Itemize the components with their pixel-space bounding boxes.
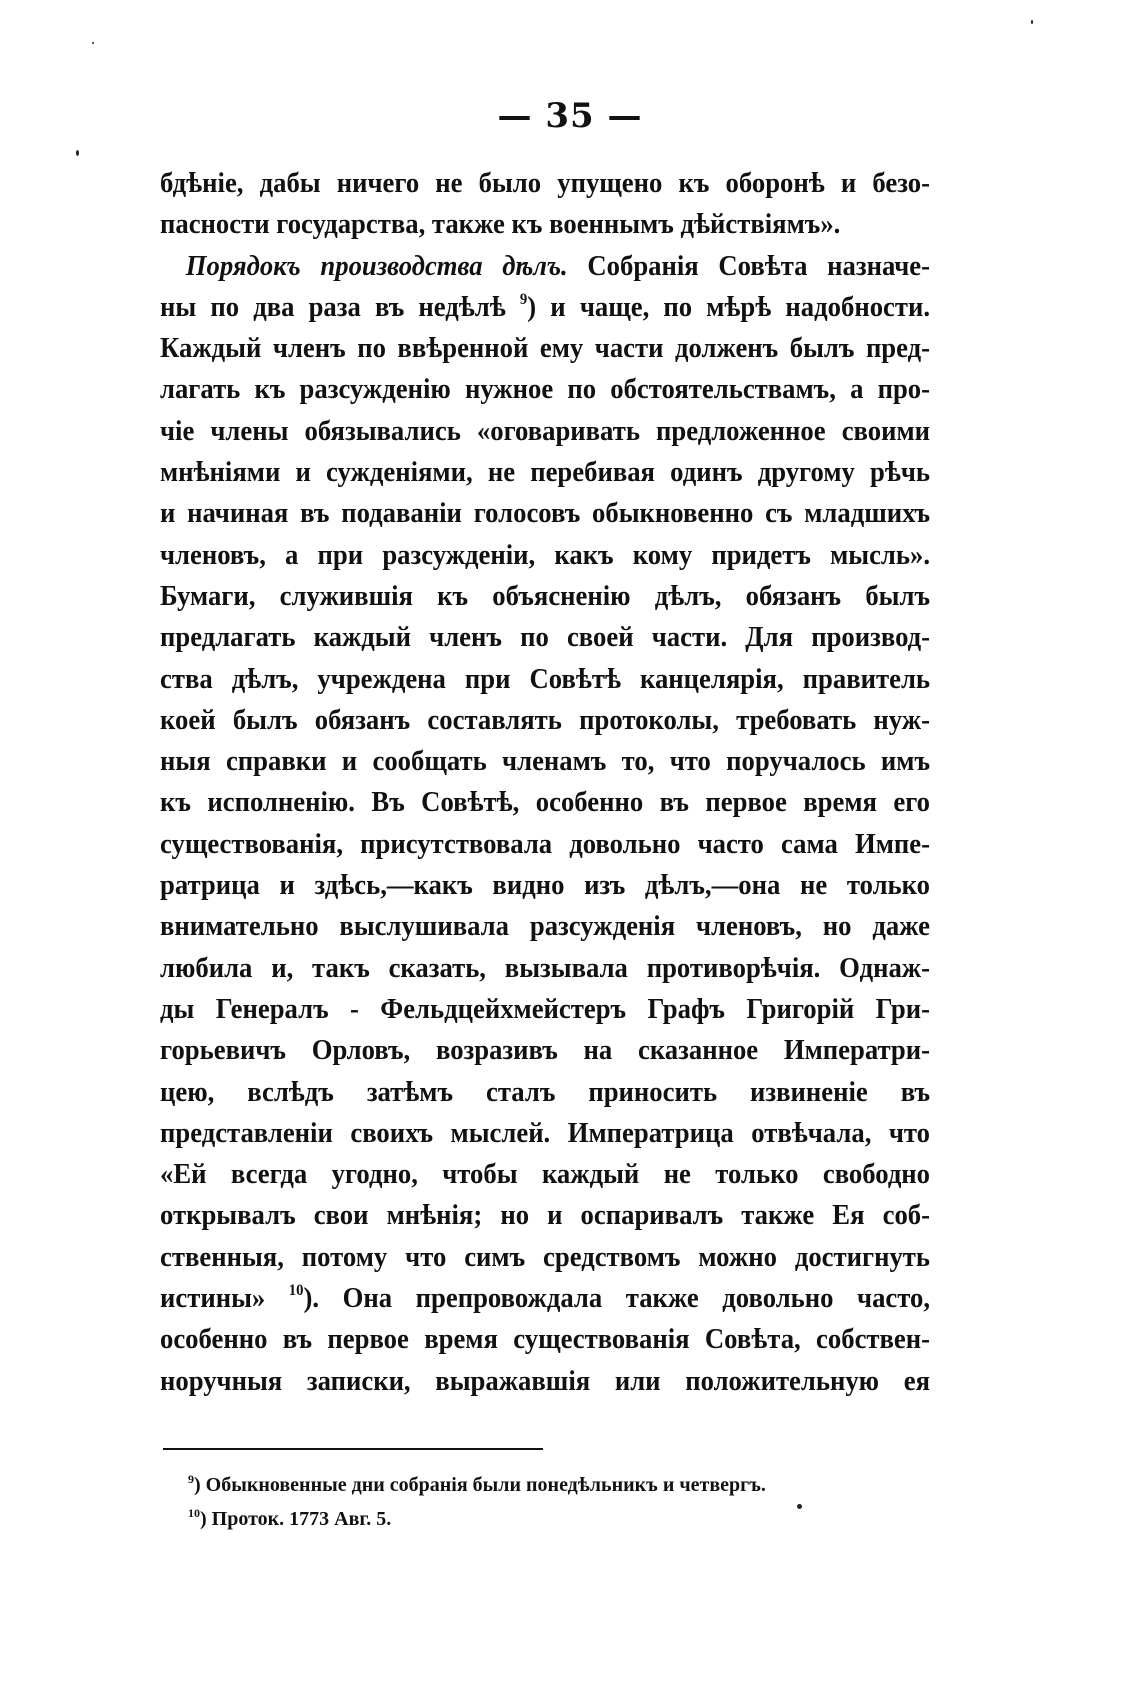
line-text: бдѣніе, дабы ничего не было упущено къ оборонѣ и безо- (160, 167, 931, 199)
line-text: ныя справки и сообщать членамъ то, что поручалось имъ (160, 745, 931, 778)
footnote-text: ) Обыкновенные дни собранія были понедѣльникъ и четвергъ. (194, 1474, 766, 1496)
scan-speck (1031, 20, 1033, 24)
line-text: открывалъ свои мнѣнія; но и оспаривалъ также Ея соб- (160, 1199, 931, 1232)
scan-speck (76, 150, 79, 156)
line-text: истины» (160, 1282, 289, 1315)
text-line (160, 741, 930, 782)
footnote (188, 1468, 766, 1502)
line-text-continued: ). Она препровождала также довольно часто, (303, 1282, 931, 1315)
text-line (160, 1154, 930, 1195)
line-text: представленіи своихъ мыслей. Императрица отвѣчала, что (160, 1116, 931, 1149)
line-text: горьевичъ Орловъ, возразивъ на сказанное Императри- (160, 1034, 931, 1067)
line-text: лагать къ разсужденію нужное по обстоятельствамъ, а про- (160, 373, 931, 406)
line-text: Каждый членъ по ввѣренной ему части долженъ былъ пред- (160, 332, 931, 365)
line-text: особенно въ первое время существованія Совѣта, собствен- (160, 1323, 931, 1356)
text-line (160, 493, 930, 534)
text-line (160, 411, 930, 452)
text-line (160, 659, 930, 700)
footnote-reference[interactable]: 9 (519, 290, 528, 308)
text-line (160, 782, 930, 823)
line-text: и начиная въ подаваніи голосовъ обыкновенно съ младшихъ (160, 497, 931, 530)
section-heading-italic: Порядокъ производства дѣлъ. (185, 249, 568, 282)
text-line (160, 700, 930, 741)
line-text: коей былъ обязанъ составлять протоколы, требовать нуж- (160, 703, 931, 736)
text-line (160, 824, 930, 865)
text-line (160, 535, 930, 576)
text-line (160, 865, 930, 906)
text-line (160, 246, 930, 287)
line-text: членовъ, а при разсужденіи, какъ кому придетъ мысль». (160, 538, 931, 571)
text-line (160, 328, 930, 369)
line-text: ства дѣлъ, учреждена при Совѣтѣ канцелярія, правитель (160, 662, 931, 695)
footnote-reference[interactable]: 10 (288, 1282, 304, 1300)
text-line (160, 287, 930, 328)
line-text: ратрица и здѣсь,—какъ видно изъ дѣлъ,—она не только (160, 869, 931, 902)
line-text: мнѣніями и сужденіями, не перебивая одинъ другому рѣчь (160, 456, 931, 489)
line-text: любила и, такъ сказать, вызывала противорѣчія. Однаж- (160, 951, 931, 984)
text-line (160, 1237, 930, 1278)
text-line (160, 1030, 930, 1071)
text-line (160, 1361, 930, 1402)
line-text: предлагать каждый членъ по своей части. Для производ- (160, 621, 931, 654)
text-line (160, 989, 930, 1030)
text-line (160, 948, 930, 989)
line-text: пасности государства, также къ военнымъ дѣйствіямъ». (160, 208, 841, 241)
footnote-divider (163, 1448, 543, 1450)
text-line (160, 1278, 930, 1319)
line-text: существованія, присутствовала довольно часто сама Импе- (160, 827, 931, 860)
line-text: ны по два раза въ недѣлѣ (160, 290, 520, 323)
text-line (160, 204, 930, 245)
line-text: чіе члены обязывались «оговаривать предложенное своими (160, 414, 931, 447)
line-text: цею, вслѣдъ затѣмъ сталъ приносить извиненіе въ (160, 1075, 931, 1108)
text-line (160, 1072, 930, 1113)
line-text: къ исполненію. Въ Совѣтѣ, особенно въ первое время его (160, 786, 931, 819)
line-text: норучныя записки, выражавшія или положительную ея (160, 1364, 931, 1397)
scan-speck (797, 1504, 802, 1509)
footnote-mark: 10 (188, 1506, 200, 1520)
body-text (160, 163, 930, 1402)
footnote-text: ) Проток. 1773 Авг. 5. (200, 1508, 392, 1530)
scan-speck (92, 42, 94, 44)
line-text: Бумаги, служившія къ объясненію дѣлъ, обязанъ былъ (160, 579, 931, 612)
line-text-continued: ) и чаще, по мѣрѣ надобности. (527, 290, 931, 323)
text-line (160, 163, 930, 204)
text-line (160, 1113, 930, 1154)
footnote (188, 1502, 766, 1536)
text-line (160, 906, 930, 947)
page-number: — 35 — (497, 96, 643, 136)
text-line (160, 369, 930, 410)
text-line (160, 452, 930, 493)
text-line (160, 617, 930, 658)
text-line (160, 1319, 930, 1360)
line-text: ды Генералъ - Фельдцейхмейстеръ Графъ Григорій Гри- (160, 992, 931, 1025)
text-line (160, 576, 930, 617)
footnote-mark: 9 (188, 1472, 194, 1486)
line-text: Собранія Совѣта назначе- (567, 249, 931, 282)
footnotes (188, 1468, 766, 1536)
line-text: ственныя, потому что симъ средствомъ можно достигнуть (160, 1240, 931, 1273)
line-text: внимательно выслушивала разсужденія членовъ, но даже (160, 910, 931, 943)
line-text: «Ей всегда угодно, чтобы каждый не только свободно (160, 1158, 931, 1191)
text-line (160, 1195, 930, 1236)
